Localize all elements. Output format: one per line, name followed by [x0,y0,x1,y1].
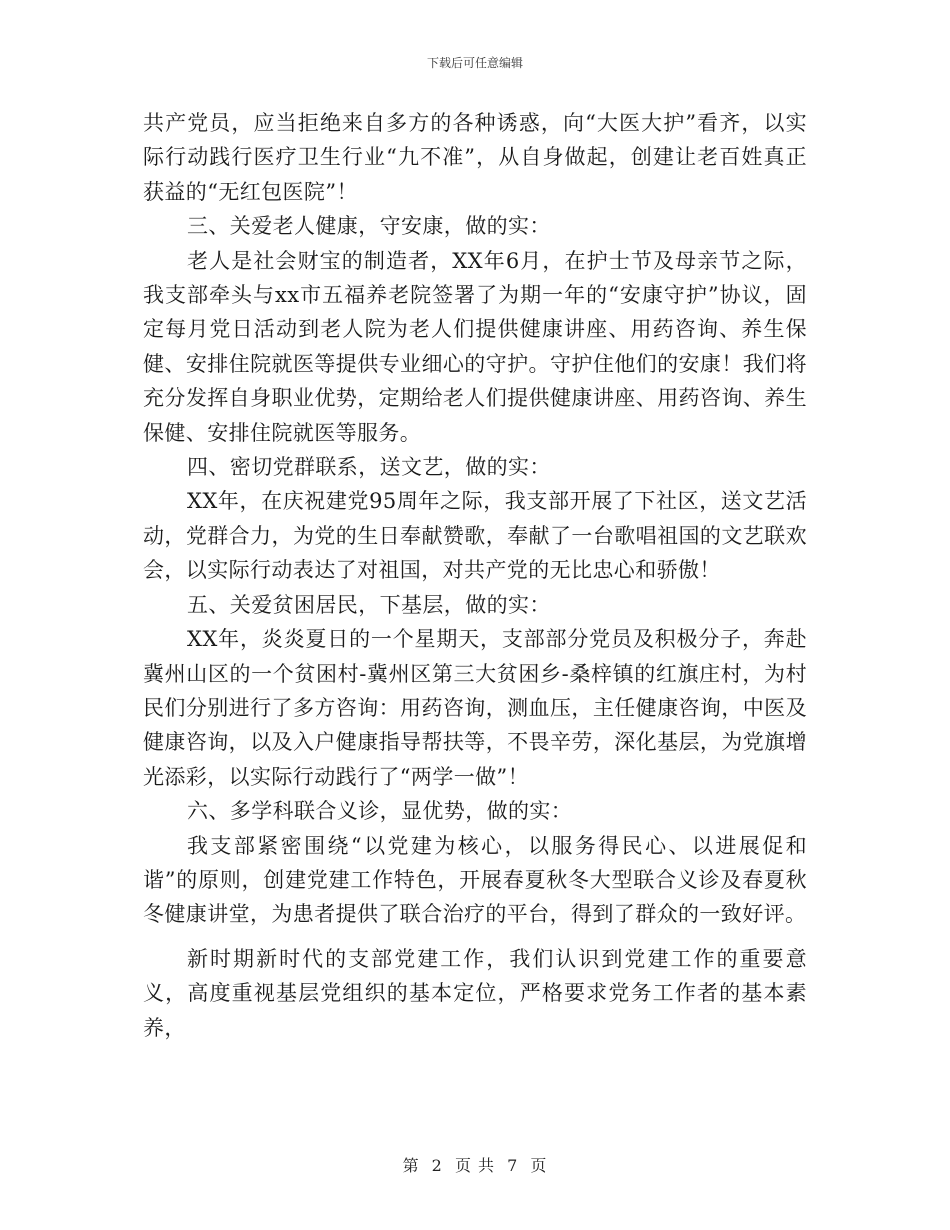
document-body [143,106,807,1045]
section-heading: 四、密切党群联系，送文艺，做的实： [187,455,551,480]
footer-suffix: 页 [530,1156,548,1175]
page-number-footer [0,1153,950,1176]
footer-middle: 页 共 [454,1156,496,1175]
current-page-number: 2 [431,1156,443,1175]
footer-prefix: 第 [402,1156,420,1175]
section-heading: 三、关爱老人健康，守安康，做的实： [187,214,551,239]
paragraph: 共产党员，应当拒绝来自多方的各种诱惑，向“大医大护”看齐，以实际行动践行医疗卫生行业“九不准”，从自身做起，创建让老百姓真正获益的“无红包医院”！ [143,111,807,204]
section-heading: 六、多学科联合义诊，显优势，做的实： [187,799,573,824]
paragraph: XX年，炎炎夏日的一个星期天，支部部分党员及积极分子，奔赴冀州山区的一个贫困村-冀州区第三大贫困乡-桑梓镇的红旗庄村，为村民们分别进行了多方咨询：用药咨询，测血压，主任健康咨询，中医及健康咨询，以及入户健康指导帮扶等，不畏辛劳，深化基层，为党旗增光添彩，以实际行动践行了“两学一做”！ [143,627,807,789]
section-heading: 五、关爱贫困居民，下基层，做的实： [187,592,551,617]
paragraph: 新时期新时代的支部党建工作，我们认识到党建工作的重要意义，高度重视基层党组织的基本定位，严格要求党务工作者的基本素养， [143,946,807,1040]
paragraph: 老人是社会财宝的制造者，XX年6月，在护士节及母亲节之际，我支部牵头与xx市五福养老院签署了为期一年的“安康守护”协议，固定每月党日活动到老人院为老人们提供健康讲座、用药咨询、养生保健、安排住院就医等提供专业细心的守护。守护住他们的安康！我们将充分发挥自身职业优势，定期给老人们提供健康讲座、用药咨询、养生保健、安排住院就医等服务。 [143,248,807,445]
total-pages-number: 7 [507,1156,519,1175]
page-header-note: 下载后可任意编辑 [426,56,523,70]
paragraph: XX年，在庆祝建党95周年之际，我支部开展了下社区，送文艺活动，党群合力，为党的生日奉献赞歌，奉献了一台歌唱祖国的文艺联欢会，以实际行动表达了对祖国，对共产党的无比忠心和骄傲！ [143,489,807,583]
paragraph: 我支部紧密围绕“以党建为核心，以服务得民心、以进展促和谐”的原则，创建党建工作特色，开展春夏秋冬大型联合义诊及春夏秋冬健康讲堂，为患者提供了联合治疗的平台，得到了群众的一致好评。 [143,833,807,927]
